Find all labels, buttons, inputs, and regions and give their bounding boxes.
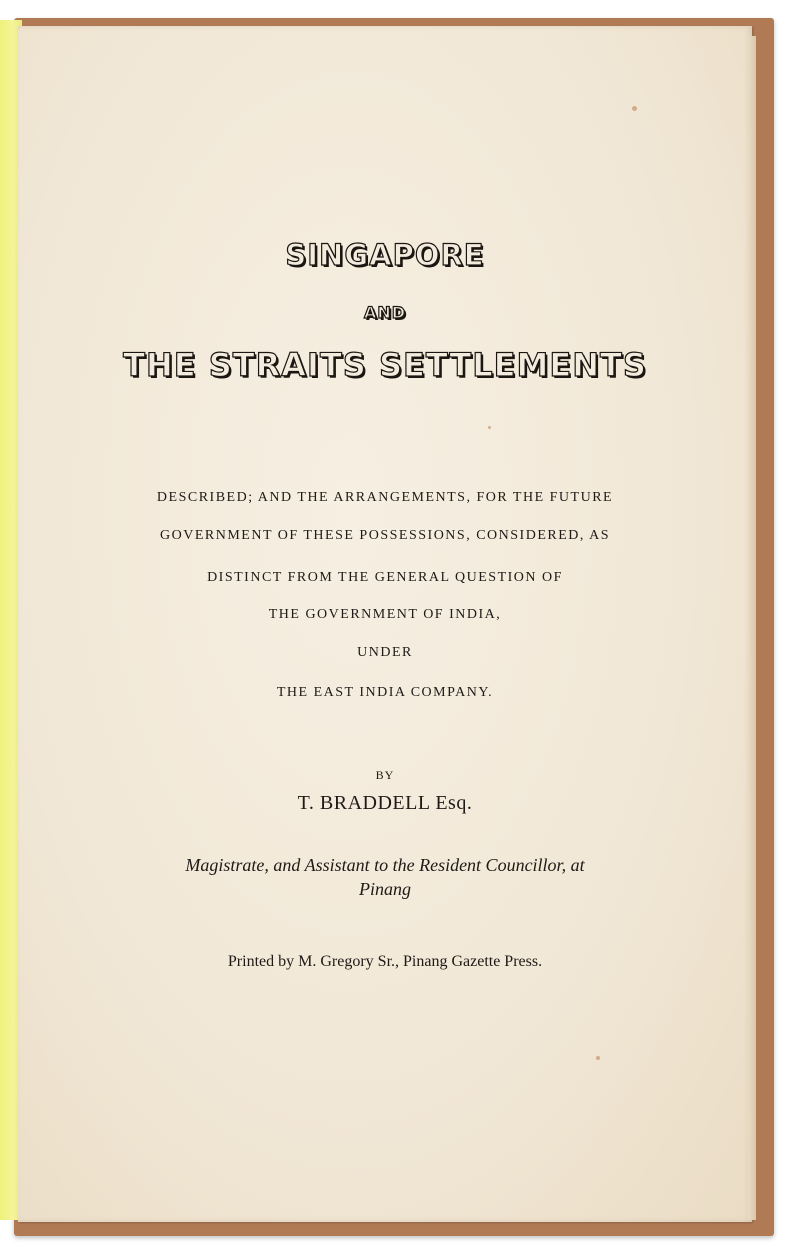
foxing-spot — [488, 426, 491, 429]
author-name: T. BRADDELL Esq. — [297, 792, 473, 814]
description-line: DESCRIBED; AND THE ARRANGEMENTS, FOR THE FUTURE — [156, 490, 614, 505]
foxing-spot — [632, 106, 637, 111]
description-line: DISTINCT FROM THE GENERAL QUESTION OF — [207, 570, 563, 585]
description-line: THE GOVERNMENT OF INDIA, — [268, 607, 502, 622]
imprint-line: Printed by M. Gregory Sr., Pinang Gazette Press. — [227, 953, 543, 970]
affiliation-line-2: Pinang — [359, 879, 411, 899]
page-edge — [748, 36, 756, 1220]
affiliation-line-1: Magistrate, and Assistant to the Resident Councillor, at — [185, 855, 585, 875]
description-line: UNDER — [357, 645, 413, 660]
description-line: THE EAST INDIA COMPANY. — [276, 685, 494, 700]
foxing-spot — [596, 1056, 600, 1060]
byline-by: BY — [375, 768, 395, 782]
title-page — [18, 26, 752, 1222]
title-line-1: SINGAPORE — [285, 238, 485, 272]
description-line: GOVERNMENT OF THESE POSSESSIONS, CONSIDERED, AS — [160, 528, 610, 543]
title-line-2: AND — [363, 303, 407, 322]
title-line-3: THE STRAITS SETTLEMENTS — [123, 346, 647, 384]
